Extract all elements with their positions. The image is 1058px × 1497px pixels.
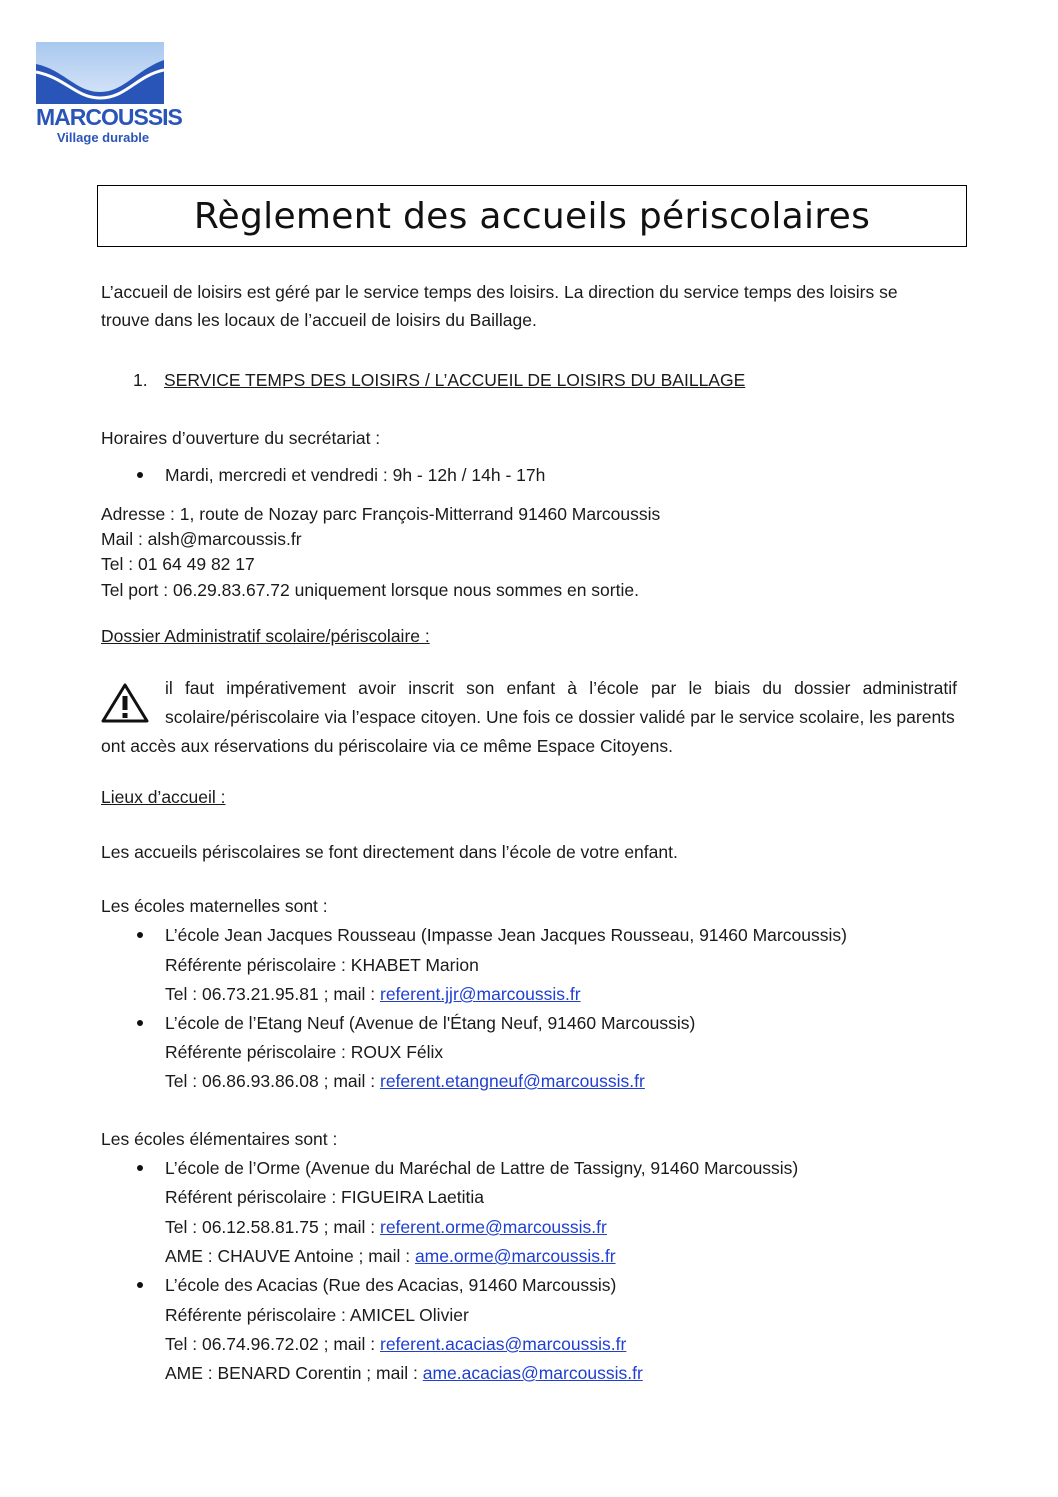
dossier-heading: Dossier Administratif scolaire/périscolaire : bbox=[101, 626, 430, 646]
page-title: Règlement des accueils périscolaires bbox=[193, 195, 871, 237]
dossier-line-3: ont accès aux réservations du périscolaire via ce même Espace Citoyens. bbox=[101, 736, 673, 756]
bullet-icon bbox=[137, 932, 143, 938]
lieux-heading: Lieux d’accueil : bbox=[101, 787, 226, 807]
school-name: L’école de l’Orme (Avenue du Maréchal de Lattre de Tassigny, 91460 Marcoussis) bbox=[165, 1158, 799, 1178]
contact-tel: Tel : 01 64 49 82 17 bbox=[101, 554, 255, 574]
dossier-line-1: il faut impérativement avoir inscrit son enfant à l’école par le biais du dossier administratif bbox=[165, 678, 957, 698]
email-link[interactable]: referent.orme@marcoussis.fr bbox=[380, 1217, 607, 1237]
email-link[interactable]: ame.orme@marcoussis.fr bbox=[414, 1246, 616, 1266]
secretariat-hours: Mardi, mercredi et vendredi : 9h - 12h / 14h - 17h bbox=[165, 465, 546, 485]
wave-logo-icon bbox=[36, 42, 164, 104]
school-referent: Référente périscolaire : ROUX Félix bbox=[165, 1042, 444, 1062]
school-name: L’école Jean Jacques Rousseau (Impasse Jean Jacques Rousseau, 91460 Marcoussis) bbox=[165, 925, 847, 945]
logo-name: MARCOUSSIS bbox=[36, 104, 182, 130]
marcoussis-logo bbox=[36, 42, 182, 146]
school-referent: Référente périscolaire : KHABET Marion bbox=[165, 955, 479, 975]
school-ame bbox=[165, 1243, 616, 1269]
maternelles-label: Les écoles maternelles sont : bbox=[101, 896, 328, 916]
bullet-icon bbox=[137, 1020, 143, 1026]
dossier-line-2: scolaire/périscolaire via l’espace citoyen. Une fois ce dossier validé par le service scolaire, les parents bbox=[165, 707, 955, 727]
logo-tagline: Village durable bbox=[56, 130, 150, 145]
ame-text: AME : CHAUVE Antoine ; mail : bbox=[165, 1246, 415, 1266]
school-referent: Référent périscolaire : FIGUEIRA Laetitia bbox=[165, 1187, 485, 1207]
tel-text: Tel : 06.73.21.95.81 ; mail : bbox=[165, 984, 380, 1004]
bullet-icon bbox=[137, 1165, 143, 1171]
intro-line-1: L’accueil de loisirs est géré par le service temps des loisirs. La direction du service temps des loisirs se bbox=[101, 282, 898, 302]
tel-text: Tel : 06.86.93.86.08 ; mail : bbox=[165, 1071, 380, 1091]
school-ame bbox=[165, 1360, 643, 1386]
school-contact bbox=[165, 981, 581, 1007]
contact-address: Adresse : 1, route de Nozay parc François-Mitterrand 91460 Marcoussis bbox=[101, 504, 661, 524]
section-heading: SERVICE TEMPS DES LOISIRS / L’ACCUEIL DE LOISIRS DU BAILLAGE bbox=[164, 370, 746, 390]
tel-text: Tel : 06.74.96.72.02 ; mail : bbox=[165, 1334, 380, 1354]
section-number: 1. bbox=[133, 370, 148, 390]
intro-line-2: trouve dans les locaux de l’accueil de loisirs du Baillage. bbox=[101, 310, 537, 330]
contact-mail: Mail : alsh@marcoussis.fr bbox=[101, 529, 302, 549]
bullet-icon bbox=[137, 1282, 143, 1288]
school-name: L’école de l’Etang Neuf (Avenue de l'Étang Neuf, 91460 Marcoussis) bbox=[165, 1013, 696, 1033]
email-link[interactable]: referent.jjr@marcoussis.fr bbox=[380, 984, 581, 1004]
email-link[interactable]: referent.etangneuf@marcoussis.fr bbox=[380, 1071, 645, 1091]
tel-text: Tel : 06.12.58.81.75 ; mail : bbox=[165, 1217, 380, 1237]
contact-tel-port: Tel port : 06.29.83.67.72 uniquement lorsque nous sommes en sortie. bbox=[101, 580, 639, 600]
ame-text: AME : BENARD Corentin ; mail : bbox=[165, 1363, 423, 1383]
elementaires-label: Les écoles élémentaires sont : bbox=[101, 1129, 338, 1149]
lieux-text: Les accueils périscolaires se font directement dans l’école de votre enfant. bbox=[101, 842, 678, 862]
school-contact bbox=[165, 1068, 645, 1094]
bullet-icon bbox=[137, 472, 143, 478]
title-box bbox=[97, 185, 967, 247]
school-contact bbox=[165, 1214, 607, 1240]
school-name: L’école des Acacias (Rue des Acacias, 91460 Marcoussis) bbox=[165, 1275, 617, 1295]
email-link[interactable]: referent.acacias@marcoussis.fr bbox=[380, 1334, 627, 1354]
warning-icon bbox=[101, 682, 149, 724]
email-link[interactable]: ame.acacias@marcoussis.fr bbox=[422, 1363, 643, 1383]
school-contact bbox=[165, 1331, 626, 1357]
secretariat-label: Horaires d’ouverture du secrétariat : bbox=[101, 428, 381, 448]
school-referent: Référente périscolaire : AMICEL Olivier bbox=[165, 1305, 469, 1325]
